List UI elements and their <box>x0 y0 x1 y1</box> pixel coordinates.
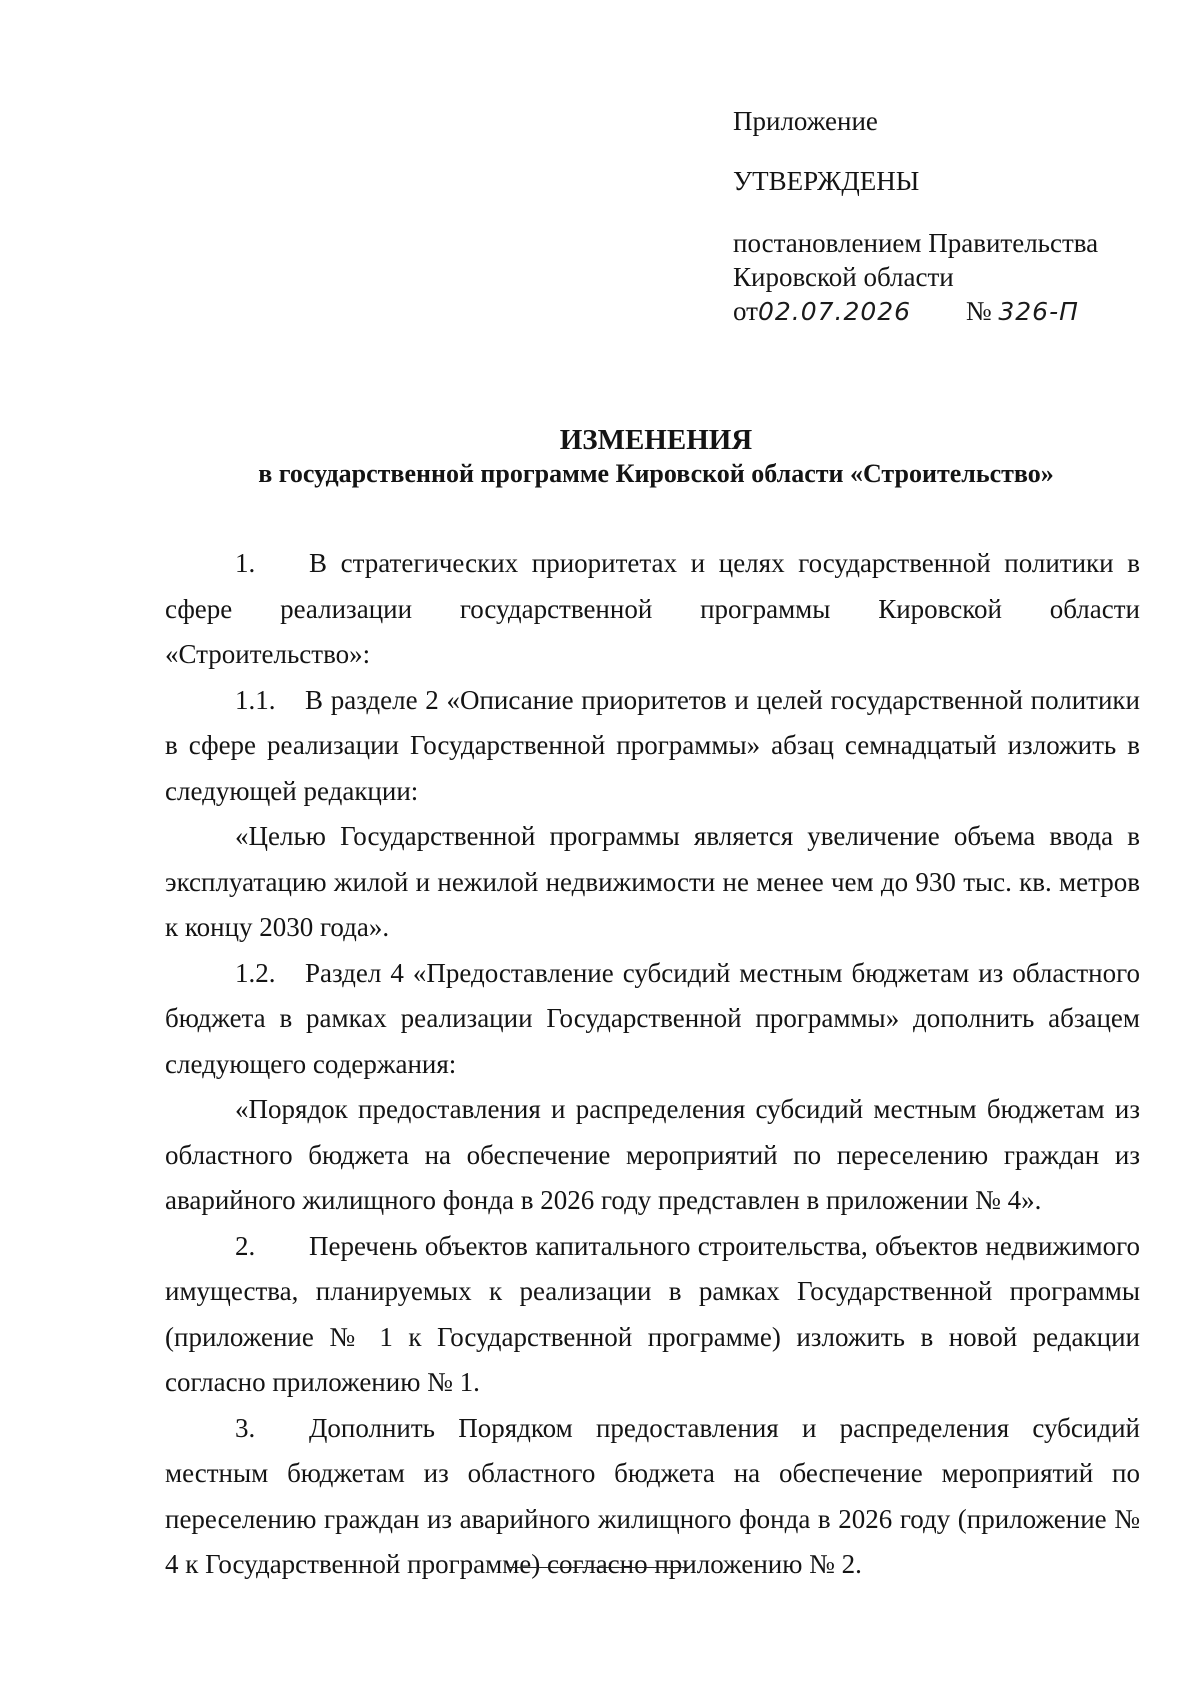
paragraph-text: Перечень объектов капитального строительства, объектов недвижимого имущества, планируемых к реализации в рамках Государственной программы (приложение № 1 к Государственной программе) изложить в новой редакции согласно приложению № 1. <box>165 1230 1140 1397</box>
decree-date-number <box>733 294 1098 329</box>
paragraph-number: 3. <box>235 1412 256 1443</box>
paragraph-text: Дополнить Порядком предоставления и распределения субсидий местным бюджетам из областного бюджета на обеспечение мероприятий по переселению граждан из аварийного жилищного фонда в 2026 году (приложение № 4 к Государственной программе) согласно приложению № 2. <box>165 1412 1140 1579</box>
paragraph-number: 1.1. <box>235 684 276 715</box>
appendix-label: Приложение <box>733 106 878 136</box>
document-heading <box>0 423 1200 491</box>
paragraph-1 <box>165 541 1140 678</box>
decree-line-2: Кировской области <box>733 262 954 292</box>
handwritten-number: 326-П <box>998 297 1079 326</box>
paragraph-text: Раздел 4 «Предоставление субсидий местным бюджетам из областного бюджета в рамках реализации Государственной программы» дополнить абзацем следующего содержания: <box>165 957 1140 1079</box>
paragraph-text: «Порядок предоставления и распределения субсидий местным бюджетам из областного бюджета на обеспечение мероприятий по переселению граждан из аварийного жилищного фонда в 2026 году представлен в приложении № 4». <box>165 1094 1140 1215</box>
paragraph-2 <box>165 1224 1140 1406</box>
approval-block <box>733 104 1098 329</box>
paragraph-number: 1. <box>235 548 256 578</box>
end-divider <box>510 1567 690 1568</box>
paragraph-number: 1.2. <box>235 957 276 988</box>
paragraph-3 <box>165 1406 1140 1588</box>
handwritten-date: 02.07.2026 <box>757 297 912 326</box>
document-body <box>165 541 1140 1588</box>
paragraph-quote-2 <box>165 1087 1140 1224</box>
approved-label: УТВЕРЖДЕНЫ <box>733 166 920 196</box>
paragraph-number: 2. <box>235 1230 256 1261</box>
paragraph-1-1 <box>165 678 1140 815</box>
decree-line-1: постановлением Правительства <box>733 228 1099 258</box>
paragraph-text: В разделе 2 «Описание приоритетов и целей государственной политики в сфере реализации Государственной программы» абзац семнадцатый изложить в следующей редакции: <box>165 684 1140 806</box>
number-prefix: № <box>965 296 992 326</box>
paragraph-quote-1 <box>165 814 1140 951</box>
paragraph-1-2 <box>165 951 1140 1088</box>
paragraph-text: В стратегических приоритетах и целях государственной политики в сфере реализации государственной программы Кировской области «Строительство»: <box>165 548 1140 669</box>
paragraph-text: «Целью Государственной программы является увеличение объема ввода в эксплуатацию жилой и нежилой недвижимости не менее чем до 930 тыс. кв. метров к концу 2030 года». <box>165 821 1140 942</box>
document-title: ИЗМЕНЕНИЯ <box>559 424 753 456</box>
document-subtitle: в государственной программе Кировской области «Строительство» <box>258 459 1054 488</box>
date-prefix: от <box>733 296 758 326</box>
